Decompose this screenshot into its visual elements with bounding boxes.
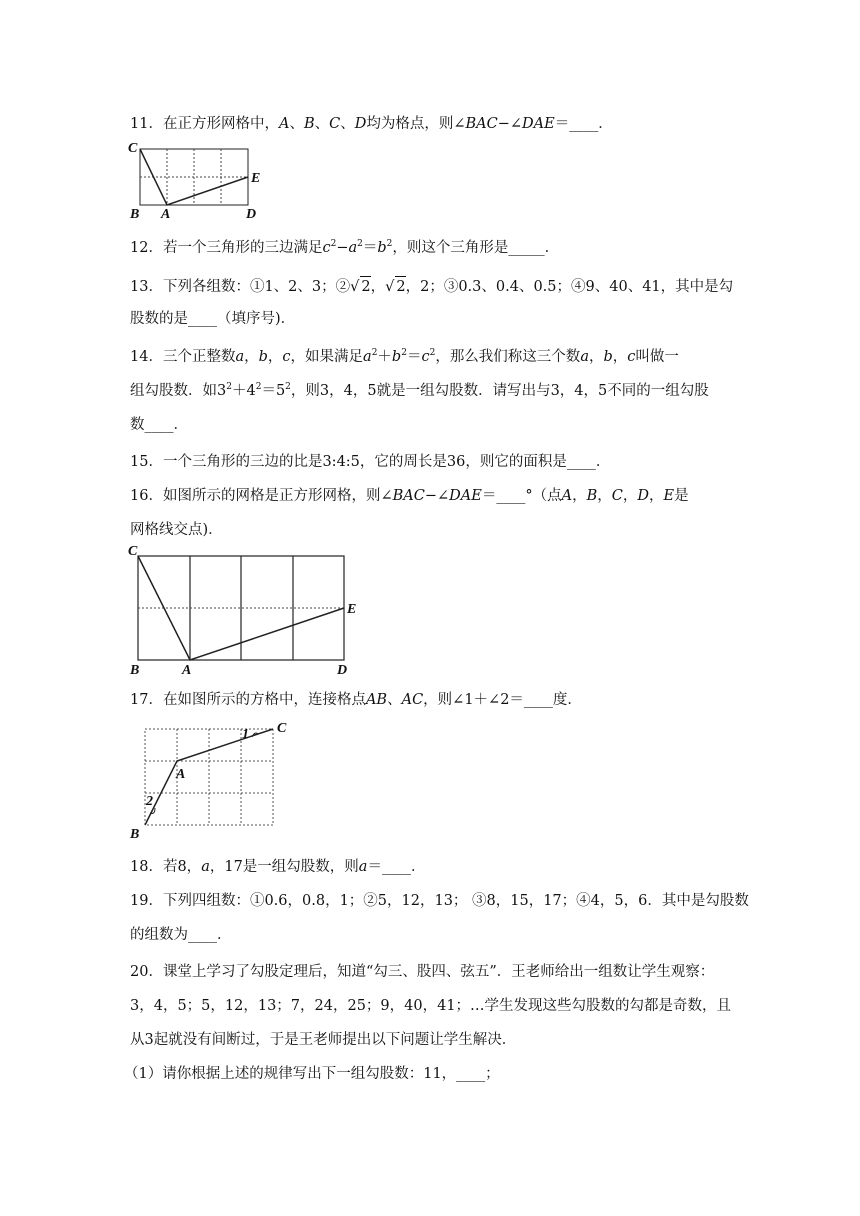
q14-line3: 数____． — [130, 417, 188, 433]
q15-text: 15．一个三角形的三边的比是3:4:5，它的周长是36，则它的面积是____． — [130, 454, 611, 470]
fig11-label-a: A — [161, 207, 171, 222]
fig17-angle-2-label: 2 — [146, 794, 153, 809]
q20-line3: 从3起就没有间断过，于是王老师提出以下问题让学生解决． — [130, 1032, 517, 1048]
fig17-label-a: A — [176, 767, 186, 782]
fig11-label-d: D — [246, 207, 257, 222]
q11-grid-figure — [128, 140, 268, 222]
q17-text: 17．在如图所示的方格中，连接格点AB、AC，则∠1＋∠2＝____度． — [130, 692, 582, 708]
q16-line1: 16．如图所示的网格是正方形网格，则∠BAC−∠DAE＝____°（点A，B，C，D，E是 — [130, 488, 689, 504]
fig16-label-e: E — [347, 602, 357, 617]
fig17-label-c: C — [277, 721, 287, 736]
fig16-label-b: B — [130, 663, 140, 678]
q18-text: 18．若8，a，17是一组勾股数，则a＝____． — [130, 859, 426, 875]
q11-text: 11．在正方形网格中，A、B、C、D均为格点，则∠BAC−∠DAE＝____． — [130, 116, 613, 132]
q19-line2: 的组数为____． — [130, 927, 232, 943]
q16-grid-figure — [128, 542, 368, 678]
q13-line2: 股数的是____（填序号)． — [130, 311, 296, 327]
q20-line4: （1）请你根据上述的规律写出下一组勾股数：11，____； — [124, 1066, 500, 1082]
q19-line1: 19．下列四组数：①0.6，0.8，1；②5，12，13； ③8，15，17；④4，5，6．其中是勾股数 — [130, 893, 749, 909]
q14-line2: 组勾股数．如$3^2+4^2=5^2$，则3，4，5就是一组勾股数．请写出与3，4，5不同的一组勾股 — [130, 382, 709, 399]
fig16-label-a: A — [182, 663, 192, 678]
q17-grid-figure — [128, 716, 298, 840]
fig16-label-c: C — [128, 544, 138, 559]
q20-line2: 3，4，5；5，12，13；7，24，25；9，40，41；…学生发现这些勾股数的勾都是奇数，且 — [130, 998, 732, 1014]
fig17-angle-1-label: 1 — [242, 727, 249, 742]
fig11-label-c: C — [128, 141, 138, 156]
fig17-label-b: B — [130, 827, 140, 842]
q14-line1: 14．三个正整数a，b，c，如果满足$a^2+b^2=c^2$，那么我们称这三个数a，b，c叫做一 — [130, 348, 679, 365]
q20-line1: 20．课堂上学习了勾股定理后，知道“勾三、股四、弦五”．王老师给出一组数让学生观察： — [130, 964, 715, 980]
fig16-label-d: D — [337, 663, 348, 678]
q12-text: 12．若一个三角形的三边满足$c^2-a^2=b^2$，则这个三角形是_____． — [130, 239, 560, 256]
q13-line1: 13．下列各组数：①1、2、3；②√ 2，√ 2，2；③0.3、0.4、0.5；④9、40、41，其中是勾 — [130, 276, 733, 297]
q16-line2: 网格线交点)． — [130, 522, 223, 538]
fig11-label-b: B — [130, 207, 140, 222]
fig11-label-e: E — [251, 171, 261, 186]
